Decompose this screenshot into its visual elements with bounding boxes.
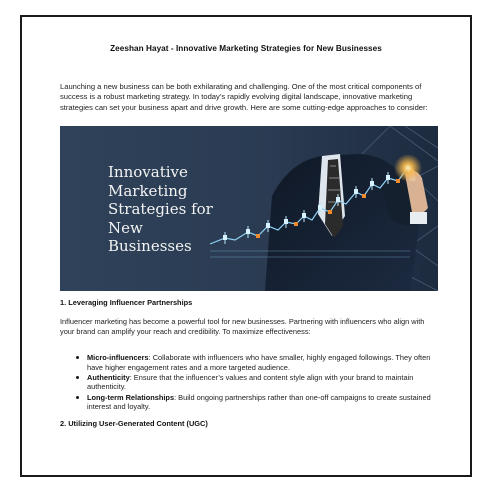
bullet-long-term-relationships (75, 393, 440, 412)
section-heading-influencer: 1. Leveraging Influencer Partnerships (60, 298, 193, 307)
bullet-text: : Ensure that the influencer’s values and content style align with your brand to maintain authenticity. (87, 372, 414, 392)
bullet-dot-icon (76, 376, 79, 379)
bullet-text: : Build ongoing partnerships rather than one-off campaigns to create sustained interest and loyalty. (87, 392, 431, 412)
hero-banner-image (60, 126, 438, 291)
intro-paragraph: Launching a new business can be both exhilarating and challenging. One of the most critical components of success is a robust marketing strategy. In today’s rapidly evolving digital landscape, innovative marketing strategies can set your business apart and drive growth. Here are some cutting-edge approaches to consider: (60, 82, 428, 112)
glow-highlight (394, 154, 422, 182)
bullet-authenticity (75, 373, 440, 392)
section-heading-ugc: 2. Utilizing User-Generated Content (UGC) (60, 419, 208, 428)
bullet-term: Long-term Relationships (87, 392, 175, 402)
bullet-term: Micro-influencers (87, 353, 149, 362)
document-page (20, 15, 472, 477)
bullet-term: Authenticity (87, 372, 130, 382)
section-paragraph-influencer: Influencer marketing has become a powerful tool for new businesses. Partnering with influencers who align with your brand can amplify your reach and credibility. To maximize effectiveness: (60, 317, 425, 337)
document-title: Zeeshan Hayat - Innovative Marketing Strategies for New Businesses (110, 44, 382, 53)
influencer-bullet-list (75, 353, 440, 412)
bullet-dot-icon (76, 396, 79, 399)
bullet-text: : Collaborate with influencers who have smaller, highly engaged followings. They often have higher engagement rates and a more targeted audience. (87, 353, 431, 372)
bullet-micro-influencers (75, 353, 440, 372)
bullet-dot-icon (76, 356, 79, 359)
banner-title: Innovative Marketing Strategies for New Businesses (108, 163, 213, 255)
